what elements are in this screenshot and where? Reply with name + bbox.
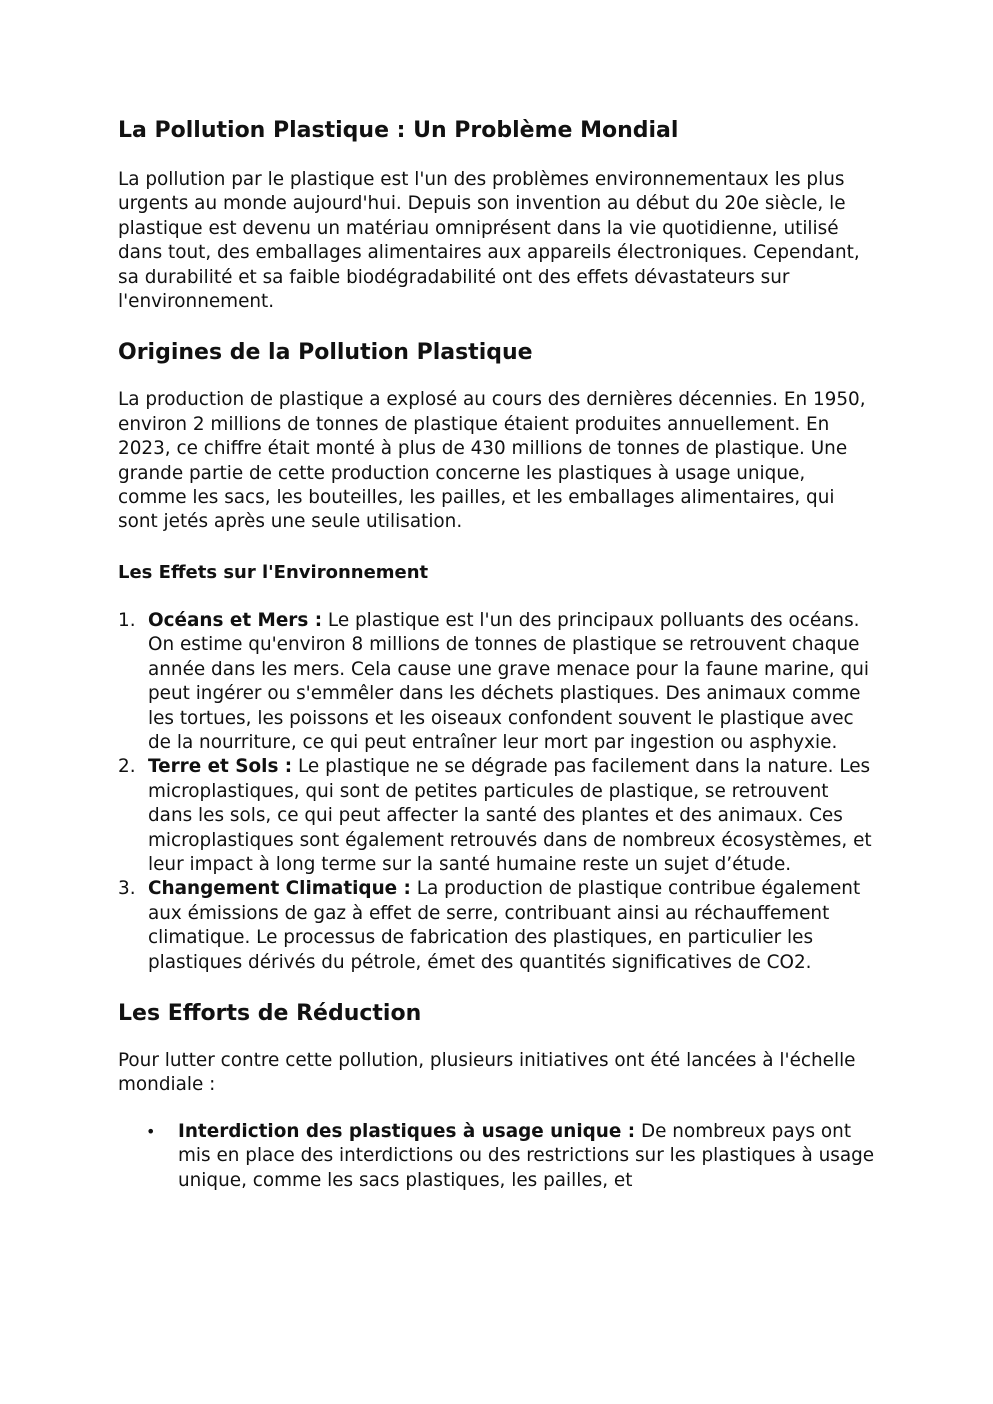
reduction-heading: Les Efforts de Réduction bbox=[118, 1000, 422, 1026]
list-item bbox=[118, 877, 878, 975]
reduction-list bbox=[118, 1120, 878, 1193]
list-number: 2. bbox=[118, 756, 136, 778]
list-item-text: Le plastique ne se dégrade pas facilement dans la nature. Les microplastiques, qui sont de petites particules de plastique, se retrouvent dans les sols, ce qui peut affecter la santé des plantes et des animaux. Ces microplastiques sont également retrouvés dans de nombreux écosystèmes, et leur impact à long terme sur la santé humaine reste un sujet d’étude. bbox=[148, 756, 872, 875]
list-number: 3. bbox=[118, 878, 136, 900]
list-item-label: Océans et Mers : bbox=[148, 609, 323, 631]
list-number: 1. bbox=[118, 609, 136, 631]
origins-paragraph: La production de plastique a explosé au cours des dernières décennies. En 1950, environ 2 millions de tonnes de plastique étaient produites annuellement. En 2023, ce chiffre était monté à plus de 430 millions de tonnes de plastique. Une grande partie de cette production concerne les plastiques à usage unique, comme les sacs, les bouteilles, les pailles, et les emballages alimentaires, qui sont jetés après une seule utilisation. bbox=[118, 389, 866, 533]
list-item bbox=[118, 609, 878, 755]
list-item bbox=[118, 1120, 878, 1193]
bullet-icon: • bbox=[146, 1121, 156, 1141]
list-item-label: Changement Climatique : bbox=[148, 878, 411, 900]
reduction-paragraph: Pour lutter contre cette pollution, plusieurs initiatives ont été lancées à l'échelle mondiale : bbox=[118, 1049, 856, 1096]
list-item-text: Le plastique est l'un des principaux polluants des océans. On estime qu'environ 8 millions de tonnes de plastique se retrouvent chaque année dans les mers. Cela cause une grave menace pour la faune marine, qui peut ingérer ou s'emmêler dans les déchets plastiques. Des animaux comme les tortues, les poissons et les oiseaux confondent souvent le plastique avec de la nourriture, ce qui peut entraîner leur mort par ingestion ou asphyxie. bbox=[148, 609, 869, 753]
list-item-text: La production de plastique contribue également aux émissions de gaz à effet de serre, contribuant ainsi au réchauffement climatique. Le processus de fabrication des plastiques, en particulier les plastiques dérivés du pétrole, émet des quantités significatives de CO2. bbox=[148, 878, 861, 973]
effects-list bbox=[118, 609, 878, 975]
document-title: La Pollution Plastique : Un Problème Mondial bbox=[118, 118, 679, 143]
list-item-label: Interdiction des plastiques à usage unique : bbox=[178, 1120, 636, 1142]
effects-heading: Les Effets sur l'Environnement bbox=[118, 561, 429, 583]
origins-heading: Origines de la Pollution Plastique bbox=[118, 340, 533, 366]
list-item bbox=[118, 755, 878, 877]
list-item-label: Terre et Sols : bbox=[148, 756, 293, 778]
intro-paragraph: La pollution par le plastique est l'un des problèmes environnementaux les plus urgents au monde aujourd'hui. Depuis son invention au début du 20e siècle, le plastique est devenu un matériau omniprésent dans la vie quotidienne, utilisé dans tout, des emballages alimentaires aux appareils électroniques. Cependant, sa durabilité et sa faible biodégradabilité ont des effets dévastateurs sur l'environnement. bbox=[118, 169, 860, 313]
list-item-text: De nombreux pays ont mis en place des interdictions ou des restrictions sur les plastiques à usage unique, comme les sacs plastiques, les pailles, et bbox=[178, 1120, 875, 1191]
document-page bbox=[118, 116, 878, 1193]
